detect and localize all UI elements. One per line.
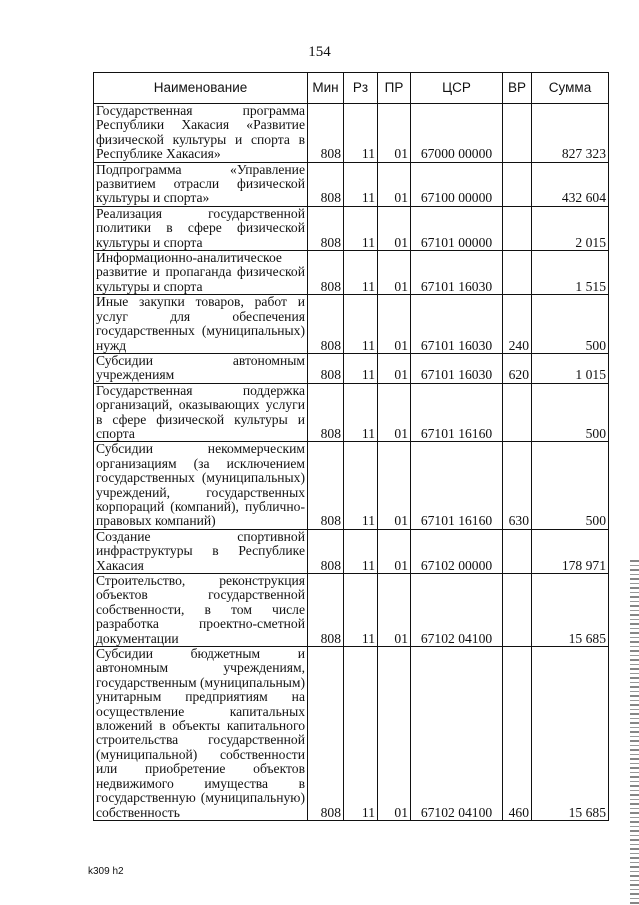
row-csr: 67101 16030: [411, 353, 503, 383]
row-min: 808: [308, 206, 344, 250]
row-rz: 11: [344, 353, 378, 383]
footer-code: k309 h2: [88, 866, 124, 877]
row-pr: 01: [378, 104, 411, 163]
row-pr: 01: [378, 647, 411, 821]
table-row: [94, 574, 609, 647]
row-pr: 01: [378, 529, 411, 573]
row-rz: 11: [344, 442, 378, 529]
table-row: [94, 353, 609, 383]
row-rz: 11: [344, 295, 378, 354]
table-row: [94, 162, 609, 206]
row-vr: 460: [503, 647, 532, 821]
row-vr: [503, 206, 532, 250]
row-vr: [503, 574, 532, 647]
row-min: 808: [308, 529, 344, 573]
row-vr: 630: [503, 442, 532, 529]
row-rz: 11: [344, 162, 378, 206]
row-rz: 11: [344, 647, 378, 821]
row-min: 808: [308, 162, 344, 206]
scan-edge-artifact: [630, 560, 639, 905]
row-name: Субсидии некоммерческим организациям (за исключением государственных (муниципальных) учреждений, государственных корпораций (компаний), публично-правовых компаний): [94, 442, 308, 529]
row-csr: 67100 00000: [411, 162, 503, 206]
row-csr: 67101 16160: [411, 442, 503, 529]
row-name: Государственная поддержка организаций, оказывающих услуги в сфере физической культуры и спорта: [94, 383, 308, 442]
row-rz: 11: [344, 529, 378, 573]
table-row: [94, 104, 609, 163]
row-rz: 11: [344, 206, 378, 250]
row-name: Реализация государственной политики в сфере физической культуры и спорта: [94, 206, 308, 250]
row-csr: 67000 00000: [411, 104, 503, 163]
row-sum: 178 971: [532, 529, 609, 573]
row-sum: 827 323: [532, 104, 609, 163]
row-min: 808: [308, 383, 344, 442]
row-name: Подпрограмма «Управление развитием отрасли физической культуры и спорта»: [94, 162, 308, 206]
row-pr: 01: [378, 574, 411, 647]
row-csr: 67102 04100: [411, 574, 503, 647]
row-rz: 11: [344, 251, 378, 295]
row-name: Информационно-аналитическое развитие и пропаганда физической культуры и спорта: [94, 251, 308, 295]
table-row: [94, 295, 609, 354]
row-csr: 67101 00000: [411, 206, 503, 250]
row-csr: 67101 16030: [411, 251, 503, 295]
row-pr: 01: [378, 295, 411, 354]
row-csr: 67102 00000: [411, 529, 503, 573]
row-rz: 11: [344, 383, 378, 442]
table-row: [94, 251, 609, 295]
row-name: Иные закупки товаров, работ и услуг для обеспечения государственных (муниципальных) нужд: [94, 295, 308, 354]
row-min: 808: [308, 574, 344, 647]
row-sum: 2 015: [532, 206, 609, 250]
row-sum: 15 685: [532, 647, 609, 821]
row-name: Субсидии автономным учреждениям: [94, 353, 308, 383]
row-sum: 500: [532, 383, 609, 442]
row-min: 808: [308, 104, 344, 163]
header-rz: Рз: [344, 73, 378, 104]
header-name: Наименование: [94, 73, 308, 104]
row-min: 808: [308, 251, 344, 295]
table-row: [94, 529, 609, 573]
row-name: Субсидии бюджетным и автономным учреждениям, государственным (муниципальным) унитарным предприятиям на осуществление капитальных вложений в объекты капитального строительства государственной (муниципальной) собственности или приобретение объектов недвижимого имущества в государственную (муниципальную) собственность: [94, 647, 308, 821]
row-name: Государственная программа Республики Хакасия «Развитие физической культуры и спорта в Республике Хакасия»: [94, 104, 308, 163]
row-vr: 620: [503, 353, 532, 383]
header-vr: ВР: [503, 73, 532, 104]
header-pr: ПР: [378, 73, 411, 104]
table-row: [94, 647, 609, 821]
row-vr: [503, 104, 532, 163]
header-csr: ЦСР: [411, 73, 503, 104]
row-csr: 67101 16160: [411, 383, 503, 442]
table-row: [94, 206, 609, 250]
row-sum: 1 015: [532, 353, 609, 383]
row-name: Создание спортивной инфраструктуры в Республике Хакасия: [94, 529, 308, 573]
row-csr: 67101 16030: [411, 295, 503, 354]
row-vr: 240: [503, 295, 532, 354]
row-csr: 67102 04100: [411, 647, 503, 821]
header-min: Мин: [308, 73, 344, 104]
budget-table: [93, 72, 609, 821]
row-sum: 15 685: [532, 574, 609, 647]
row-pr: 01: [378, 206, 411, 250]
row-vr: [503, 529, 532, 573]
table-header-row: [94, 73, 609, 104]
table-row: [94, 442, 609, 529]
row-min: 808: [308, 647, 344, 821]
header-sum: Сумма: [532, 73, 609, 104]
row-pr: 01: [378, 353, 411, 383]
row-pr: 01: [378, 442, 411, 529]
row-sum: 432 604: [532, 162, 609, 206]
row-vr: [503, 162, 532, 206]
row-rz: 11: [344, 104, 378, 163]
row-min: 808: [308, 353, 344, 383]
row-min: 808: [308, 295, 344, 354]
row-pr: 01: [378, 383, 411, 442]
row-rz: 11: [344, 574, 378, 647]
page-number: 154: [308, 44, 331, 60]
row-sum: 500: [532, 295, 609, 354]
row-sum: 500: [532, 442, 609, 529]
row-vr: [503, 383, 532, 442]
table-row: [94, 383, 609, 442]
row-min: 808: [308, 442, 344, 529]
row-pr: 01: [378, 162, 411, 206]
row-sum: 1 515: [532, 251, 609, 295]
row-pr: 01: [378, 251, 411, 295]
row-name: Строительство, реконструкция объектов государственной собственности, в том числе разработка проектно-сметной документации: [94, 574, 308, 647]
row-vr: [503, 251, 532, 295]
